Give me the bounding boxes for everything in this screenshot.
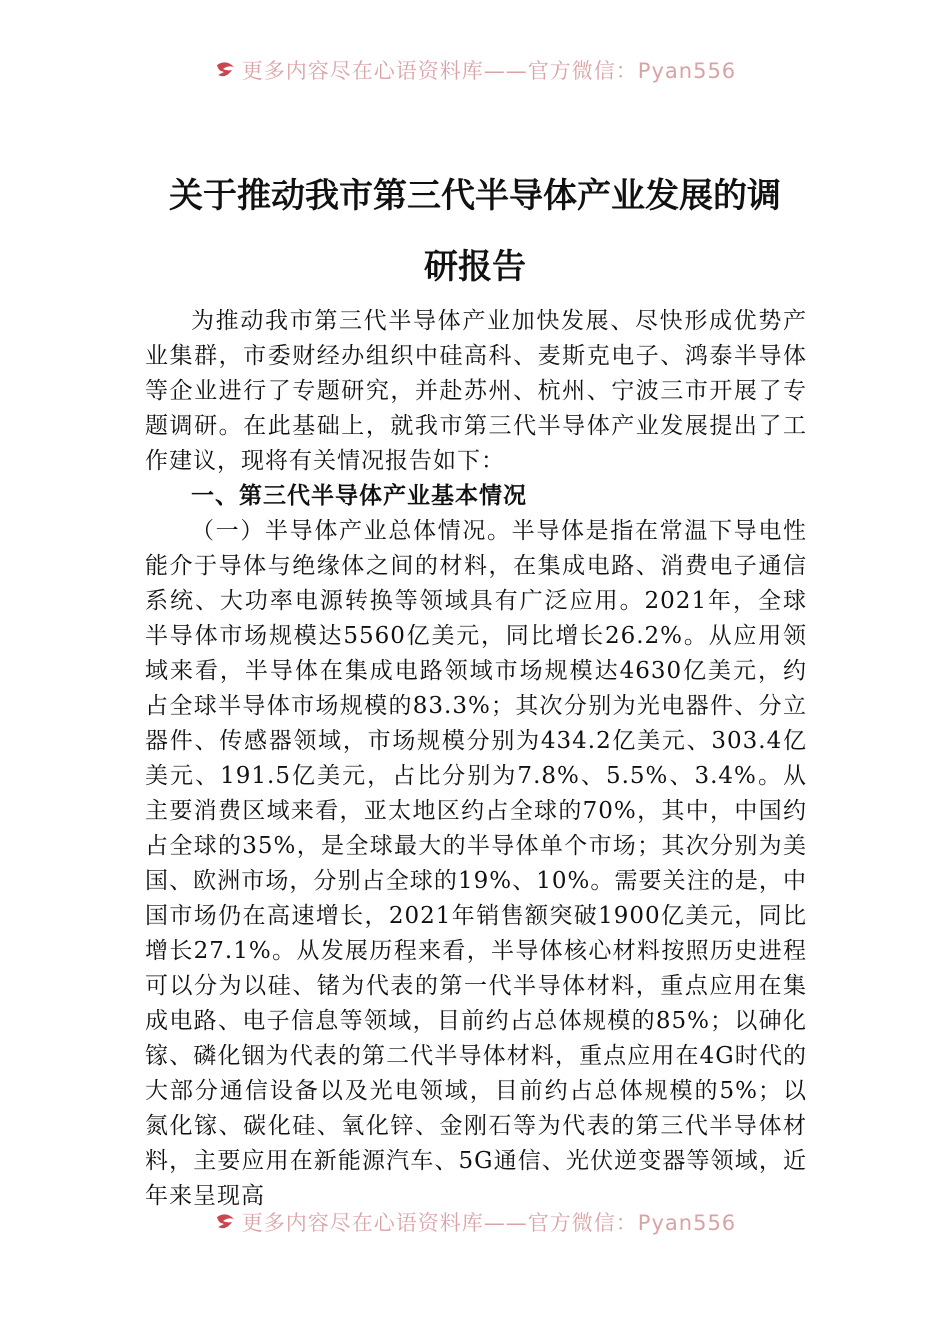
- intro-paragraph: 为推动我市第三代半导体产业加快发展、尽快形成优势产业集群，市委财经办组织中硅高科、麦斯克电子、鸿泰半导体等企业进行了专题研究，并赴苏州、杭州、宁波三市开展了专题调研。在此基础上，就我市第三代半导体产业发展提出了工作建议，现将有关情况报告如下：: [145, 308, 807, 474]
- brand-logo-icon: [214, 61, 238, 81]
- section-paragraph: （一）半导体产业总体情况。半导体是指在常温下导电性能介于导体与绝缘体之间的材料，在集成电路、消费电子通信系统、大功率电源转换等领域具有广泛应用。2021年，全球半导体市场规模达5560亿美元，同比增长26.2%。从应用领域来看，半导体在集成电路领域市场规模达4630亿美元，约占全球半导体市场规模的83.3%；其次分别为光电器件、分立器件、传感器领域，市场规模分别为434.2亿美元、303.4亿美元、191.5亿美元，占比分别为7.8%、5.5%、3.4%。从主要消费区域来看，亚太地区约占全球的70%，其中，中国约占全球的35%，是全球最大的半导体单个市场；其次分别为美国、欧洲市场，分别占全球的19%、10%。需要关注的是，中国市场仍在高速增长，2021年销售额突破1900亿美元，同比增长27.1%。从发展历程来看，半导体核心材料按照历史进程可以分为以硅、锗为代表的第一代半导体材料，重点应用在集成电路、电子信息等领域，目前约占总体规模的85%；以砷化镓、磷化铟为代表的第二代半导体材料，重点应用在4G时代的大部分通信设备以及光电领域，目前约占总体规模的5%；以氮化镓、碳化硅、氧化锌、金刚石等为代表的第三代半导体材料，主要应用在新能源汽车、5G通信、光伏逆变器等领域，近年来呈现高: [145, 518, 807, 1209]
- watermark-bottom: [0, 1208, 950, 1238]
- document-title-line-2: 研报告: [424, 247, 526, 287]
- document-body: [145, 304, 807, 1214]
- watermark-text: 更多内容尽在心语资料库——官方微信：Pyan556: [241, 1211, 737, 1235]
- watermark-text: 更多内容尽在心语资料库——官方微信：Pyan556: [241, 59, 737, 83]
- watermark-top: [0, 56, 950, 86]
- document-title-line-1: 关于推动我市第三代半导体产业发展的调: [169, 176, 781, 216]
- section-heading: 一、第三代半导体产业基本情况: [191, 483, 527, 509]
- brand-logo-icon: [214, 1213, 238, 1233]
